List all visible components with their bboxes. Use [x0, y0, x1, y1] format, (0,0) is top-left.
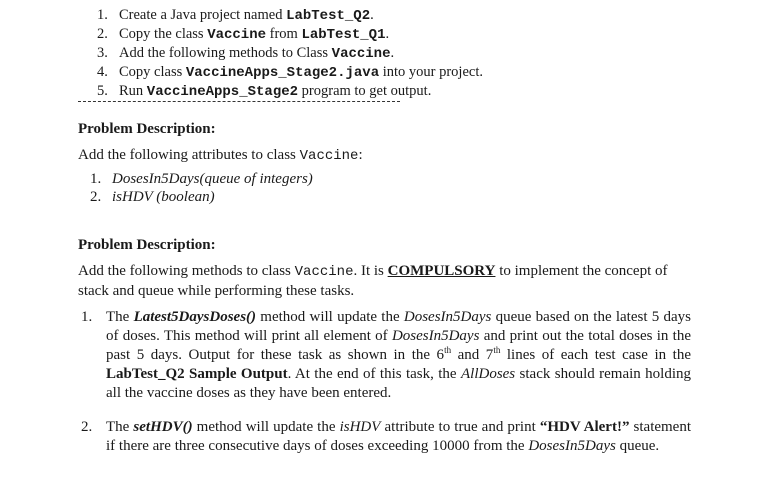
section-heading-methods: Problem Description:: [78, 237, 216, 253]
method-item-2: 2. The setHDV() method will update the isHDV attribute to true and print “HDV Alert!” statement if there are three consecutive days of doses exceeding 10000 from the DosesIn5Days queue.: [81, 419, 692, 454]
setup-step-1: 1. Create a Java project named LabTest_Q2.: [97, 7, 374, 24]
attribute-item-2: 2. isHDV (boolean): [90, 189, 215, 205]
attributes-list: [90, 170, 313, 206]
section-heading-attributes: Problem Description:: [78, 121, 216, 137]
methods-intro: Add the following methods to class Vaccine. It is COMPULSORY to implement the concept of stack and queue while performing these tasks.: [78, 263, 668, 299]
setup-step-4: 4. Copy class VaccineApps_Stage2.java into your project.: [97, 64, 483, 81]
setup-step-3: 3. Add the following methods to Class Vaccine.: [97, 45, 395, 62]
setup-steps-list: [97, 6, 483, 101]
dashed-divider: [78, 101, 400, 102]
attribute-item-1: 1. DosesIn5Days(queue of integers): [90, 171, 313, 187]
method-2-text: The setHDV() method will update the isHDV attribute to true and print “HDV Alert!” statement if there are three consecutive days of doses exceeding 10000 from the DosesIn5Days queue.: [106, 419, 692, 454]
method-1-text: The Latest5DaysDoses() method will update the DosesIn5Days queue based on the latest 5 days of doses. This method will print all element of DosesIn5Days and print out the total doses in the past 5 days. Output for these task as shown in the 6th and 7th lines of each test case in the LabTest_Q2 Sample Output. At the end of this task, the AllDoses stack should remain holding all the vaccine doses as they have been entered.: [106, 309, 691, 401]
method-item-1: 1. The Latest5DaysDoses() method will update the DosesIn5Days queue based on the latest 5 days of doses. This method will print all element of DosesIn5Days and print out the total doses in the past 5 days. Output for these task as shown in the 6th and 7th lines of each test case in the LabTest_Q2 Sample Output. At the end of this task, the AllDoses stack should remain holding all the vaccine doses as they have been entered.: [81, 309, 691, 401]
setup-step-2: 2. Copy the class Vaccine from LabTest_Q1.: [97, 26, 390, 43]
attributes-intro: Add the following attributes to class Vaccine:: [78, 147, 363, 164]
setup-step-5: 5. Run VaccineApps_Stage2 program to get output.: [97, 83, 432, 100]
